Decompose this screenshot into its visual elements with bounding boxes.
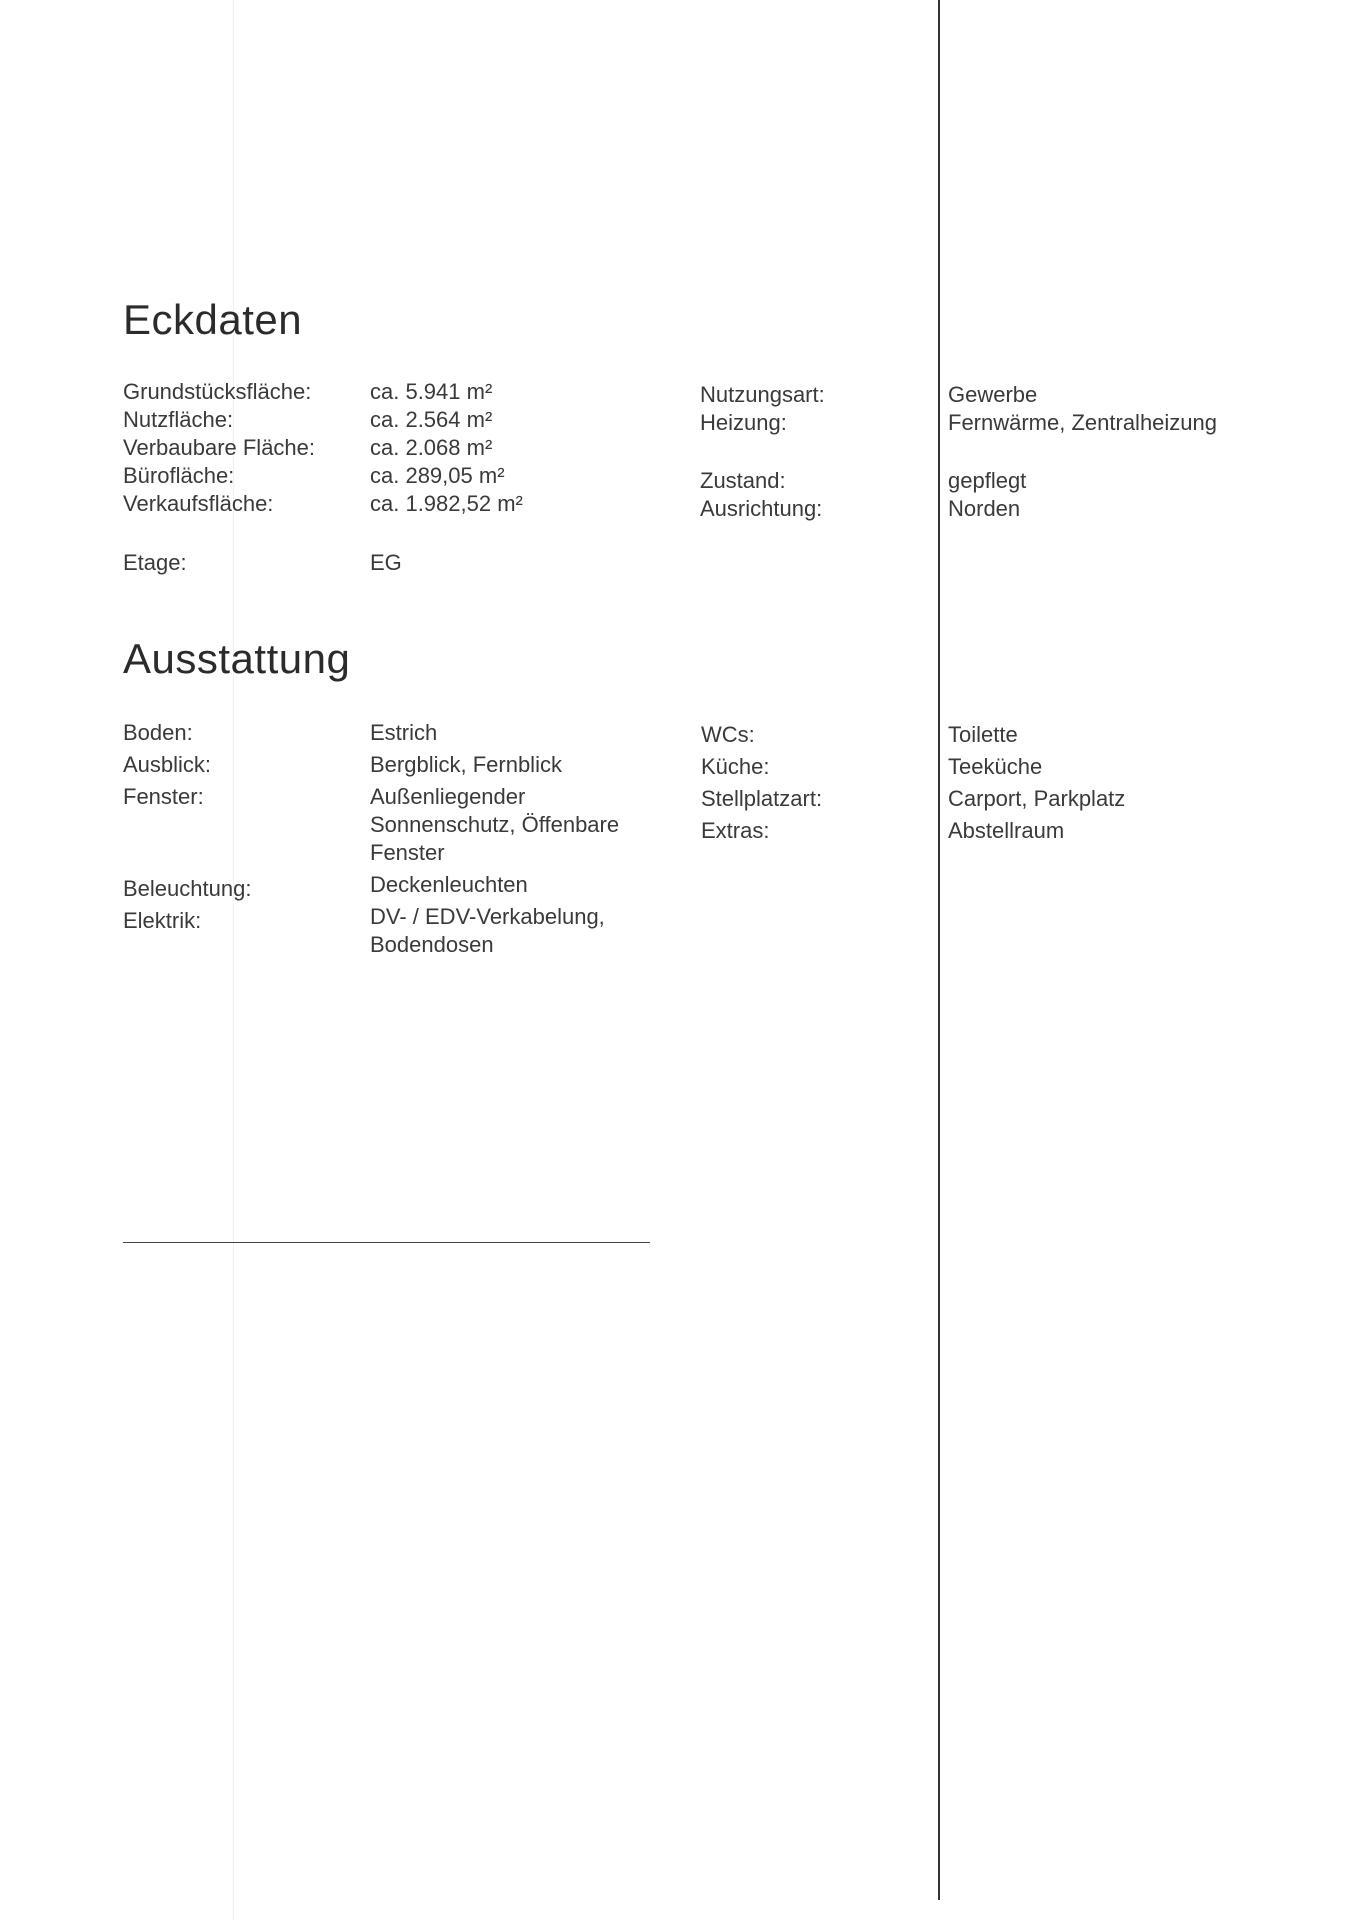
label-elektrik: Elektrik:	[123, 908, 202, 933]
ausstattung-values-left	[370, 719, 650, 963]
value-heizung: Fernwärme, Zentralheizung	[948, 410, 1218, 435]
label-zustand: Zustand:	[700, 468, 786, 493]
label-nutzungsart: Nutzungsart:	[700, 382, 825, 407]
value-zustand: gepflegt	[948, 468, 1027, 493]
label-verbaubare-flaeche: Verbaubare Fläche:	[123, 435, 316, 460]
section-title-ausstattung: Ausstattung	[123, 635, 351, 682]
value-extras: Abstellraum	[948, 818, 1065, 843]
eckdaten-labels-right	[700, 381, 930, 523]
value-verkaufsflaeche: ca. 1.982,52 m²	[370, 491, 523, 516]
value-nutzungsart: Gewerbe	[948, 382, 1038, 407]
label-heizung: Heizung:	[700, 410, 787, 435]
label-grundstuecksflaeche: Grundstücksfläche:	[123, 379, 312, 404]
label-fenster: Fenster:	[123, 784, 204, 809]
label-boden: Boden:	[123, 720, 193, 745]
ausstattung-labels-right	[701, 721, 931, 849]
value-elektrik: DV- / EDV-Verkabelung, Bodendosen	[370, 904, 605, 957]
label-kueche: Küche:	[701, 754, 770, 779]
value-ausblick: Bergblick, Fernblick	[370, 752, 562, 777]
eckdaten-labels-left	[123, 378, 363, 518]
value-stellplatzart: Carport, Parkplatz	[948, 786, 1126, 811]
value-beleuchtung: Deckenleuchten	[370, 872, 528, 897]
ausstattung-values-right	[948, 721, 1328, 849]
label-nutzflaeche: Nutzfläche:	[123, 407, 234, 432]
label-ausblick: Ausblick:	[123, 752, 212, 777]
value-bueroflaeche: ca. 289,05 m²	[370, 463, 505, 488]
value-wcs: Toilette	[948, 722, 1018, 747]
label-bueroflaeche: Bürofläche:	[123, 463, 235, 488]
vertical-divider	[938, 0, 940, 1900]
scan-artifact-line	[233, 0, 234, 1920]
section-title-eckdaten: Eckdaten	[123, 296, 303, 343]
value-verbaubare-flaeche: ca. 2.068 m²	[370, 435, 493, 460]
eckdaten-values-left	[370, 378, 610, 518]
label-verkaufsflaeche: Verkaufsfläche:	[123, 491, 274, 516]
ausstattung-labels-left	[123, 719, 363, 939]
signature-line	[123, 1242, 650, 1243]
value-kueche: Teeküche	[948, 754, 1043, 779]
value-grundstuecksflaeche: ca. 5.941 m²	[370, 379, 493, 404]
eckdaten-values-right	[948, 381, 1328, 523]
label-etage: Etage:	[123, 550, 187, 575]
value-ausrichtung: Norden	[948, 496, 1021, 521]
label-ausrichtung: Ausrichtung:	[700, 496, 823, 521]
value-fenster: Außenliegender Sonnenschutz, Öffenbare Fenster	[370, 784, 620, 865]
label-beleuchtung: Beleuchtung:	[123, 876, 252, 901]
value-nutzflaeche: ca. 2.564 m²	[370, 407, 493, 432]
label-wcs: WCs:	[701, 722, 755, 747]
value-etage: EG	[370, 550, 402, 575]
label-stellplatzart: Stellplatzart:	[701, 786, 823, 811]
label-extras: Extras:	[701, 818, 770, 843]
value-boden: Estrich	[370, 720, 438, 745]
